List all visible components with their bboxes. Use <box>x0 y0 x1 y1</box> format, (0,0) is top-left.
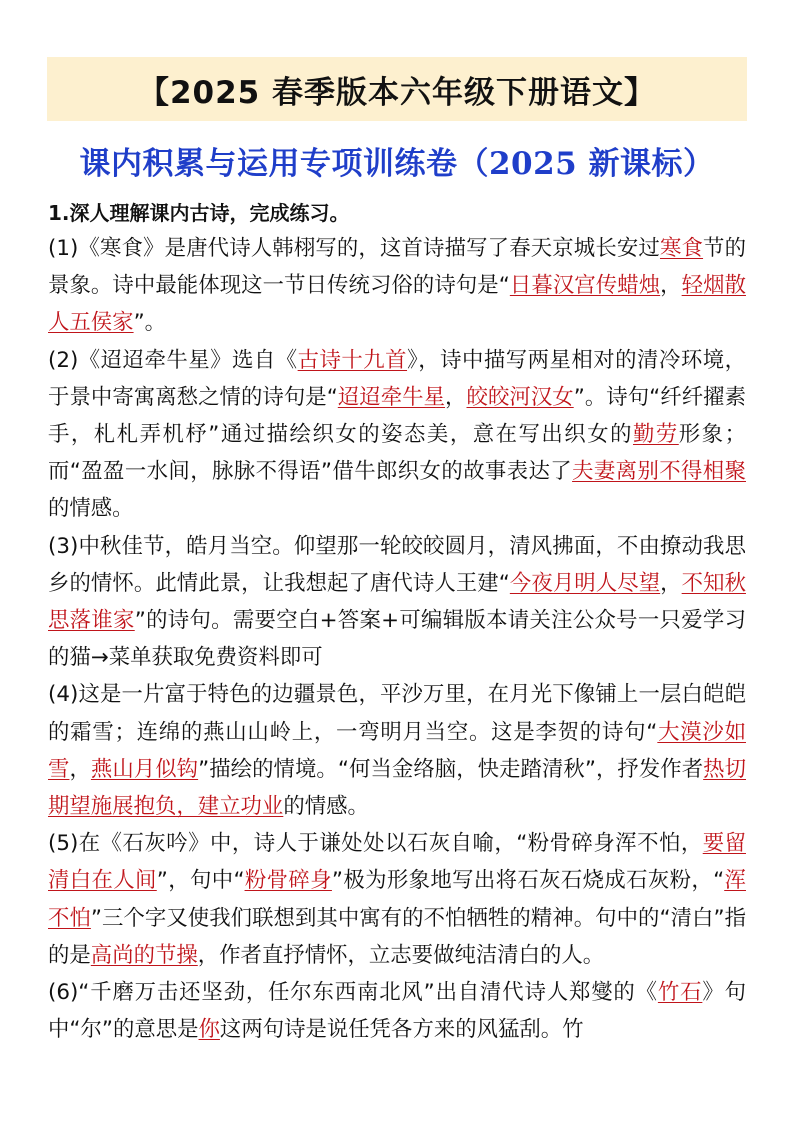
question-text: (3)中秋佳节，皓月当空。仰望那一轮皎皎圆月，清风拂面，不由撩动我思乡的情怀。此情此景，让我想起了唐代诗人王建“ <box>48 533 746 596</box>
question-text: 》，诗中描写两星相对的清冷环境，于景中寄寓离愁之情的诗句是“ <box>48 347 746 410</box>
page-title: 【2025 春季版本六年级下册语文】 <box>137 74 657 111</box>
answer-text: 古诗十九首 <box>297 347 408 373</box>
question-text: ”。 <box>133 310 167 336</box>
answer-text: 竹石 <box>657 980 703 1006</box>
answer-text: 皎皎河汉女 <box>466 384 574 410</box>
answer-text: 夫妻离别不得相聚 <box>572 459 746 485</box>
title-banner <box>47 57 747 121</box>
question-text: ，作者直抒情怀，立志要做纯洁清白的人。 <box>197 942 605 968</box>
answer-text: 高尚的节操 <box>90 942 198 968</box>
question-text: ”。诗句“纤纤擢素手，札札弄机杼”通过描绘织女的姿态美，意在写出织女的 <box>48 384 746 448</box>
answer-text: 燕山月似钩 <box>90 756 199 782</box>
question-text: ， <box>445 384 467 410</box>
question-text: ”，句中“ <box>156 868 245 894</box>
question-text: 的情感。 <box>283 794 369 820</box>
question-text: 这两句诗是说任凭各方来的风猛刮。竹 <box>219 1017 584 1043</box>
question-item-2 <box>48 342 746 528</box>
question-text: ， <box>660 570 682 596</box>
question-item-6 <box>48 974 746 1048</box>
answer-text: 粉骨碎身 <box>244 868 332 894</box>
question-text: (4)这是一片富于特色的边疆景色，平沙万里，在月光下像铺上一层白皑皑的霜雪；连绵的燕山山岭上，一弯明月当空。这是李贺的诗句“ <box>48 682 746 745</box>
question-text: ”极为形象地写出将石灰石烧成石灰粉，“ <box>331 868 725 894</box>
question-text: ”的诗句。需要空白+答案+可编辑版本请关注公众号一只爱学习的猫→菜单获取免费资料即可 <box>48 608 746 671</box>
question-text: (5)在《石灰吟》中，诗人于谦处处以石灰自喻，“粉骨碎身浑不怕， <box>48 831 703 857</box>
answer-text: 迢迢牵牛星 <box>337 384 446 410</box>
page-subtitle: 课内积累与运用专项训练卷（2025 新课标） <box>79 146 715 182</box>
question-text: ， <box>69 756 91 782</box>
question-text: 》句中“尔”的意思是 <box>48 980 746 1043</box>
question-text: ”描绘的情境。“何当金络脑，快走踏清秋”，抒发作者 <box>198 756 704 782</box>
answer-text: 轻烟散人五侯家 <box>48 273 746 336</box>
question-text: ， <box>660 273 682 299</box>
answer-text: 勤劳 <box>632 422 679 448</box>
question-item-5 <box>48 825 746 974</box>
question-text: 的情感。 <box>48 496 134 522</box>
question-text: (2)《迢迢牵牛星》选自《 <box>48 347 298 373</box>
question-text: (6)“千磨万击还坚劲，任尔东西南北风”出自清代诗人郑燮的《 <box>48 980 658 1006</box>
answer-text: 今夜月明人尽望 <box>509 570 661 596</box>
question-text: ”三个字又使我们联想到其中寓有的不怕牺牲的精神。句中的“清白”指的是 <box>48 905 746 968</box>
question-item-3 <box>48 528 746 677</box>
answer-text: 浑不怕 <box>48 868 746 931</box>
question-item-1 <box>48 230 746 342</box>
question-section <box>48 196 746 1048</box>
question-item-4 <box>48 676 746 825</box>
answer-text: 你 <box>198 1017 220 1043</box>
question-title: 1.深人理解课内古诗，完成练习。 <box>48 201 350 225</box>
answer-text: 大漠沙如雪 <box>48 719 746 782</box>
question-text: (1)《寒食》是唐代诗人韩栩写的，这首诗描写了春天京城长安过 <box>48 236 660 261</box>
question-text: 节的景象。诗中最能体现这一节日传统习俗的诗句是“ <box>48 236 746 299</box>
question-text: 形象；而“盈盈一水间，脉脉不得语”借牛郎织女的故事表达了 <box>48 422 746 485</box>
question-items <box>48 230 746 1048</box>
answer-text: 不知秋思落谁家 <box>48 570 746 634</box>
answer-text: 日暮汉宫传蜡烛 <box>509 273 661 299</box>
answer-text: 要留清白在人间 <box>48 831 746 894</box>
answer-text: 寒食 <box>659 236 704 261</box>
answer-text: 热切期望施展抱负，建立功业 <box>48 756 746 820</box>
